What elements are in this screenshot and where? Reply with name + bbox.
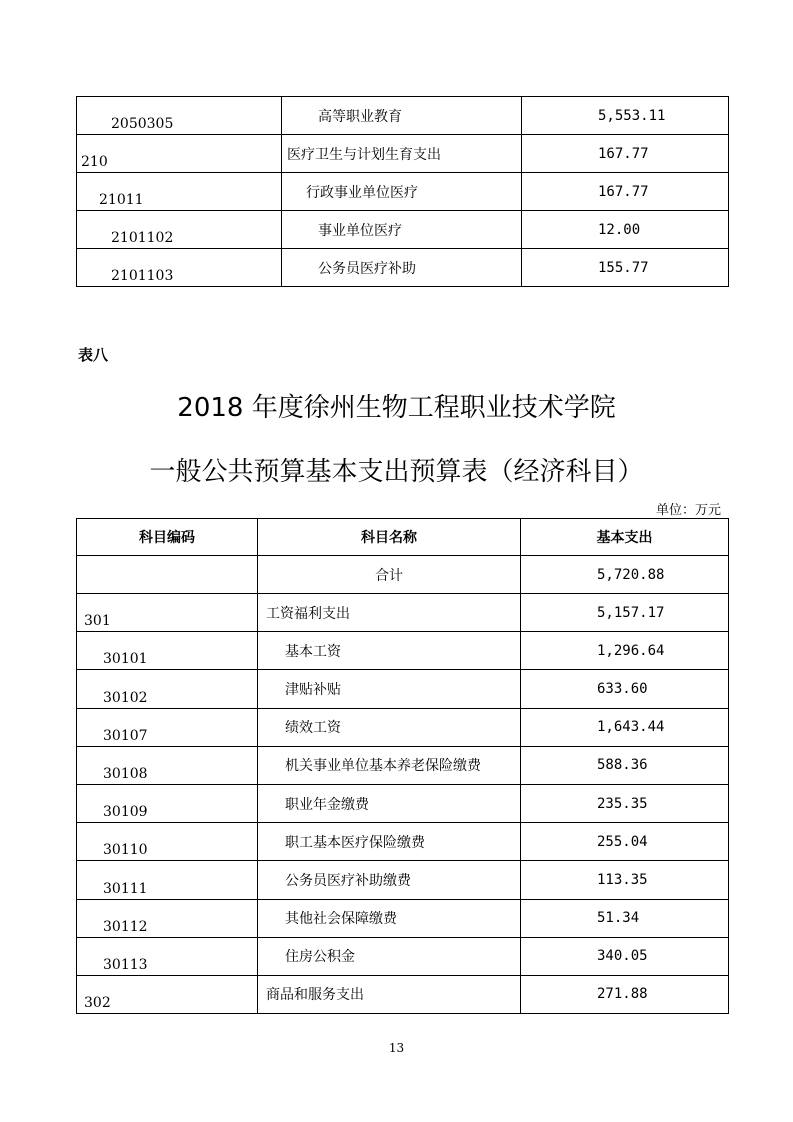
row-code: 30111 <box>77 861 258 899</box>
row-amount: 5,157.17 <box>521 594 729 632</box>
table-row <box>77 823 729 861</box>
row-code: 30107 <box>77 708 258 746</box>
row-code: 301 <box>77 594 258 632</box>
row-code: 30102 <box>77 670 258 708</box>
row-amount: 271.88 <box>521 975 729 1013</box>
row-name: 绩效工资 <box>258 708 521 746</box>
row-code: 210 <box>77 135 282 173</box>
row-code: 30109 <box>77 784 258 822</box>
row-amount: 5,553.11 <box>522 97 729 135</box>
continued-budget-table <box>76 96 729 287</box>
total-amount: 5,720.88 <box>521 556 729 594</box>
header-name: 科目名称 <box>258 519 521 556</box>
row-name: 高等职业教育 <box>282 97 522 135</box>
row-name: 工资福利支出 <box>258 594 521 632</box>
table-label: 表八 <box>78 346 109 364</box>
row-amount: 235.35 <box>521 784 729 822</box>
row-code: 2050305 <box>77 97 282 135</box>
page-number: 13 <box>388 1041 405 1055</box>
table-row <box>77 135 729 173</box>
table-row <box>77 173 729 211</box>
header-amount: 基本支出 <box>521 519 729 556</box>
table-row <box>77 975 729 1013</box>
row-name: 公务员医疗补助 <box>282 249 522 287</box>
row-code: 21011 <box>77 173 282 211</box>
row-amount: 1,296.64 <box>521 632 729 670</box>
total-row <box>77 556 729 594</box>
row-amount: 255.04 <box>521 823 729 861</box>
row-amount: 633.60 <box>521 670 729 708</box>
table-row <box>77 632 729 670</box>
table-row <box>77 861 729 899</box>
unit-label: 单位：万元 <box>655 503 721 518</box>
row-amount: 155.77 <box>522 249 729 287</box>
row-amount: 167.77 <box>522 135 729 173</box>
row-code: 2101103 <box>77 249 282 287</box>
row-name: 商品和服务支出 <box>258 975 521 1013</box>
table-header-row <box>77 519 729 556</box>
table-row <box>77 97 729 135</box>
table-row <box>77 594 729 632</box>
row-name: 基本工资 <box>258 632 521 670</box>
row-code: 302 <box>77 975 258 1013</box>
row-name: 职业年金缴费 <box>258 784 521 822</box>
total-code <box>77 556 258 594</box>
row-code: 30112 <box>77 899 258 937</box>
economic-budget-table <box>76 518 729 1014</box>
row-amount: 340.05 <box>521 937 729 975</box>
row-name: 公务员医疗补助缴费 <box>258 861 521 899</box>
row-amount: 588.36 <box>521 746 729 784</box>
row-code: 30101 <box>77 632 258 670</box>
row-amount: 12.00 <box>522 211 729 249</box>
row-name: 机关事业单位基本养老保险缴费 <box>258 746 521 784</box>
row-code: 2101102 <box>77 211 282 249</box>
table-row <box>77 784 729 822</box>
document-title-line2: 一般公共预算基本支出预算表（经济科目） <box>149 457 644 487</box>
row-name: 住房公积金 <box>258 937 521 975</box>
table-row <box>77 708 729 746</box>
row-name: 医疗卫生与计划生育支出 <box>282 135 522 173</box>
row-code: 30108 <box>77 746 258 784</box>
table-row <box>77 746 729 784</box>
row-name: 津贴补贴 <box>258 670 521 708</box>
row-amount: 1,643.44 <box>521 708 729 746</box>
row-amount: 51.34 <box>521 899 729 937</box>
row-code: 30110 <box>77 823 258 861</box>
table-row <box>77 670 729 708</box>
table-row <box>77 937 729 975</box>
row-amount: 167.77 <box>522 173 729 211</box>
row-name: 其他社会保障缴费 <box>258 899 521 937</box>
total-label: 合计 <box>258 556 521 594</box>
table-row <box>77 249 729 287</box>
row-name: 事业单位医疗 <box>282 211 522 249</box>
row-code: 30113 <box>77 937 258 975</box>
table-row <box>77 211 729 249</box>
row-name: 行政事业单位医疗 <box>282 173 522 211</box>
header-code: 科目编码 <box>77 519 258 556</box>
row-name: 职工基本医疗保险缴费 <box>258 823 521 861</box>
table-row <box>77 899 729 937</box>
document-title-line1: 2018 年度徐州生物工程职业技术学院 <box>177 393 616 423</box>
row-amount: 113.35 <box>521 861 729 899</box>
